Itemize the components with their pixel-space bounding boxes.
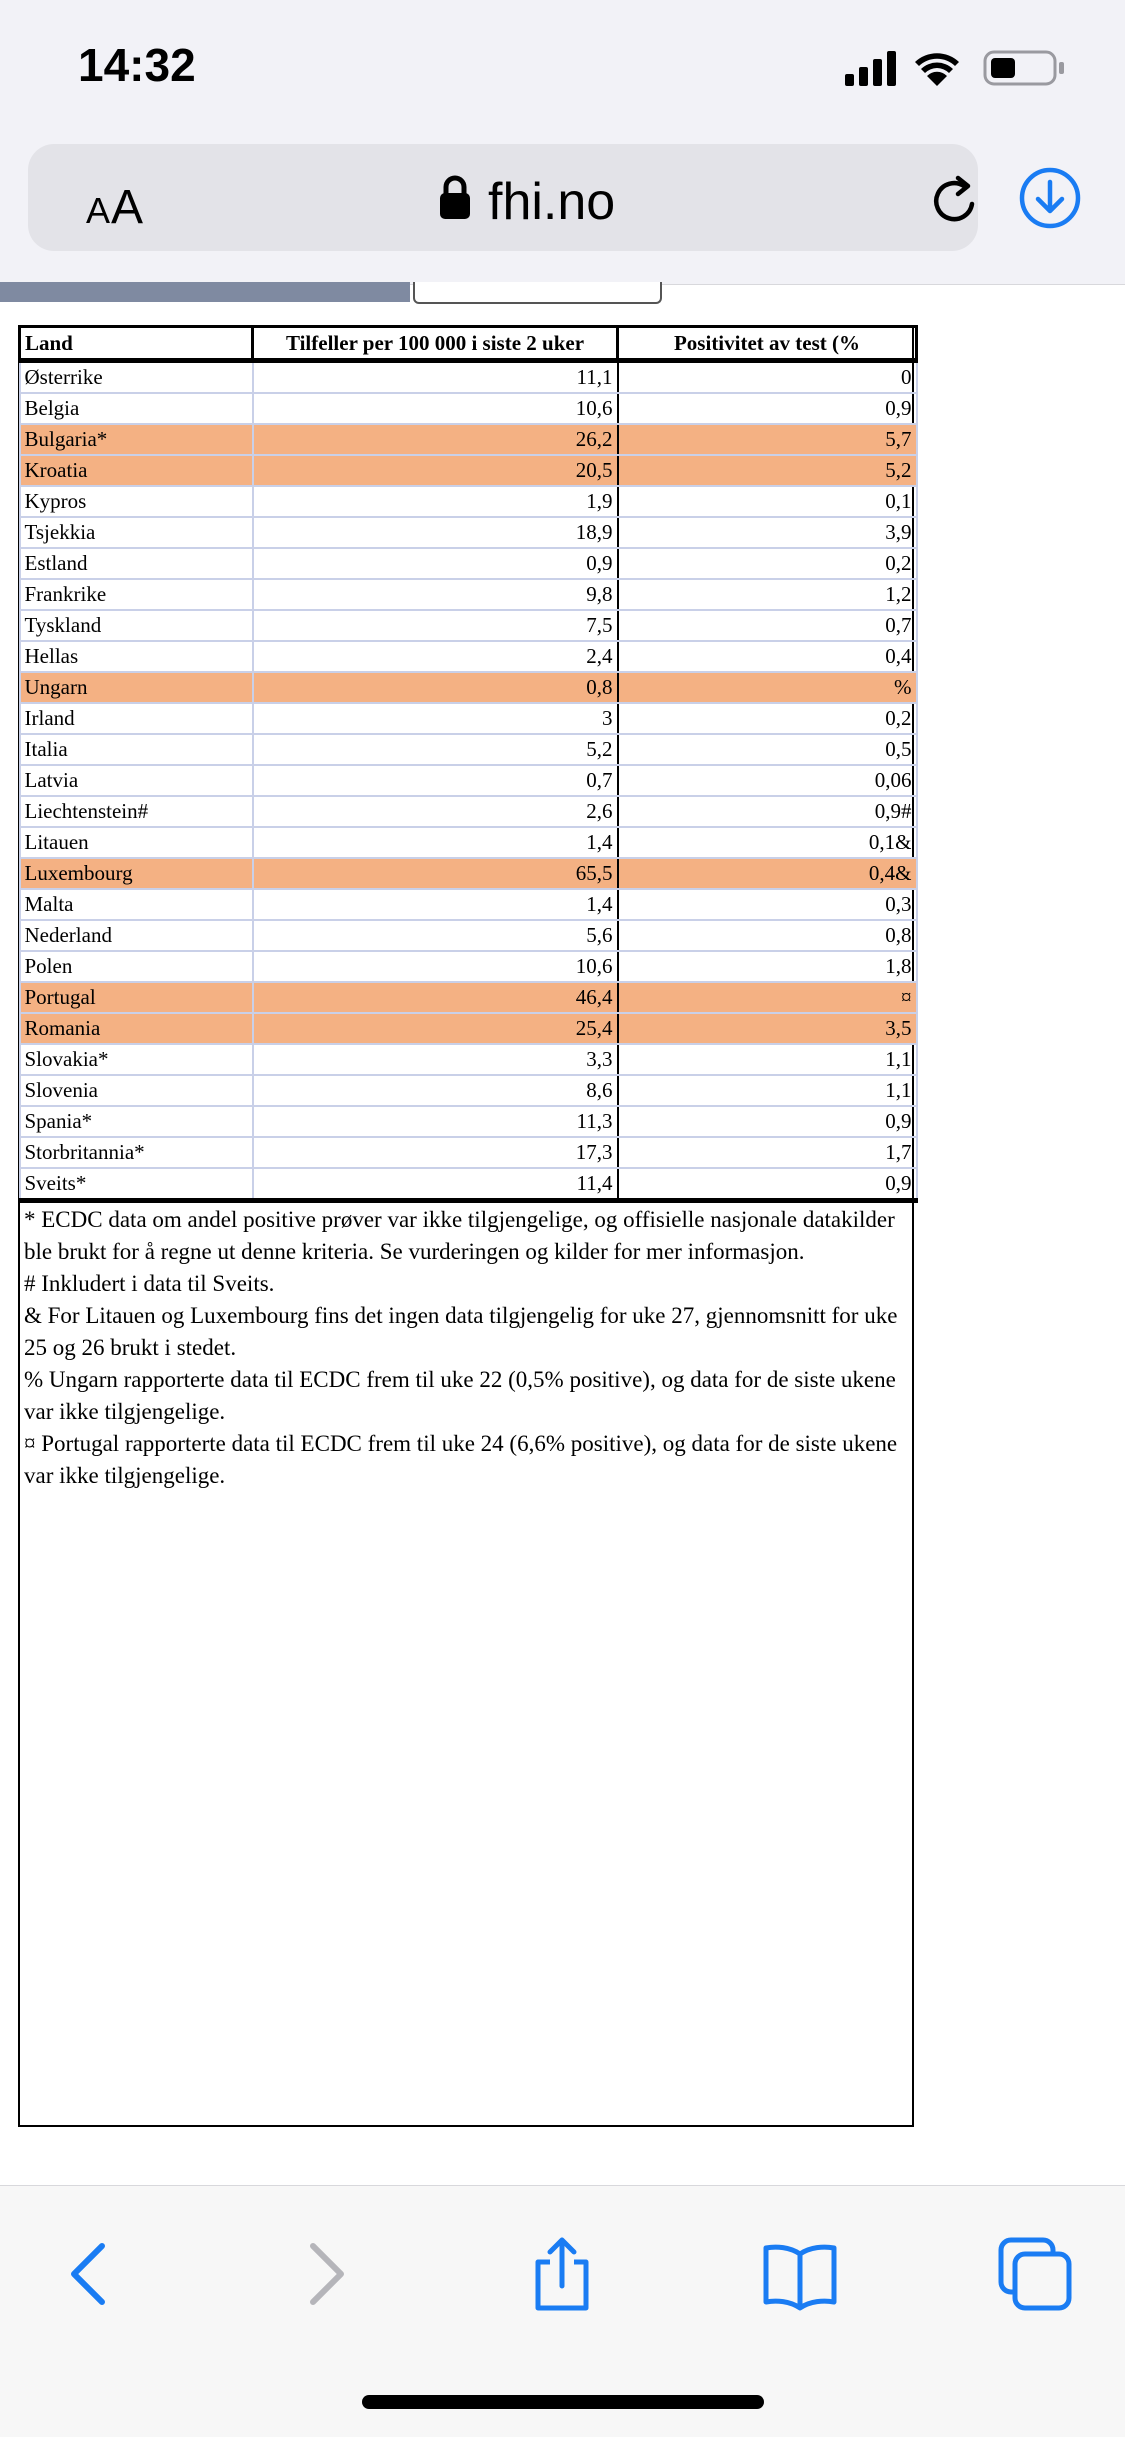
cell-positivity: 0,9 xyxy=(618,1106,917,1137)
cell-country: Tsjekkia xyxy=(20,517,253,548)
table-row xyxy=(20,610,917,641)
cell-positivity: 0,4 xyxy=(618,641,917,672)
cell-positivity: 1,1 xyxy=(618,1044,917,1075)
cell-cases: 8,6 xyxy=(253,1075,618,1106)
cell-country: Nederland xyxy=(20,920,253,951)
table-row xyxy=(20,889,917,920)
cell-cases: 20,5 xyxy=(253,455,618,486)
footnote: * ECDC data om andel positive prøver var ikke tilgjengelige, og offisielle nasjonale datakilder ble brukt for å regne ut denne kriteria. Se vurderingen og kilder for mer informasjon. xyxy=(24,1207,895,1264)
cell-country: Luxembourg xyxy=(20,858,253,889)
table-header-row xyxy=(20,327,917,361)
cell-cases: 11,1 xyxy=(253,361,618,394)
cell-country: Latvia xyxy=(20,765,253,796)
cell-positivity: ¤ xyxy=(618,982,917,1013)
cell-cases: 25,4 xyxy=(253,1013,618,1044)
cell-positivity: % xyxy=(618,672,917,703)
cell-cases: 3,3 xyxy=(253,1044,618,1075)
cell-positivity: 0,3 xyxy=(618,889,917,920)
cell-positivity: 0 xyxy=(618,361,917,394)
cell-country: Polen xyxy=(20,951,253,982)
table-row xyxy=(20,734,917,765)
address-bar[interactable] xyxy=(28,144,978,251)
table-row xyxy=(20,982,917,1013)
cell-cases: 11,4 xyxy=(253,1168,618,1201)
cell-cases: 0,7 xyxy=(253,765,618,796)
column-header-positivity: Positivitet av test (% xyxy=(618,327,917,361)
cell-cases: 0,9 xyxy=(253,548,618,579)
cell-positivity: 0,5 xyxy=(618,734,917,765)
share-icon[interactable] xyxy=(522,2234,602,2314)
table-row xyxy=(20,486,917,517)
reader-settings-button[interactable]: AA xyxy=(86,181,145,234)
cell-country: Estland xyxy=(20,548,253,579)
cell-cases: 2,4 xyxy=(253,641,618,672)
cell-cases: 46,4 xyxy=(253,982,618,1013)
cell-positivity: 0,2 xyxy=(618,703,917,734)
bookmarks-icon[interactable] xyxy=(760,2234,840,2314)
status-time: 14:32 xyxy=(78,39,196,91)
cell-positivity: 1,7 xyxy=(618,1137,917,1168)
cell-cases: 1,9 xyxy=(253,486,618,517)
cell-cases: 2,6 xyxy=(253,796,618,827)
cell-country: Ungarn xyxy=(20,672,253,703)
cell-cases: 65,5 xyxy=(253,858,618,889)
table-row xyxy=(20,858,917,889)
table-row xyxy=(20,424,917,455)
cell-country: Slovakia* xyxy=(20,1044,253,1075)
table-row xyxy=(20,827,917,858)
cell-country: Tyskland xyxy=(20,610,253,641)
cell-positivity: 0,9 xyxy=(618,393,917,424)
cell-cases: 3 xyxy=(253,703,618,734)
table-row xyxy=(20,361,917,394)
signal-icon xyxy=(845,51,896,86)
table-row xyxy=(20,1075,917,1106)
column-header-land: Land xyxy=(20,327,253,361)
cell-cases: 11,3 xyxy=(253,1106,618,1137)
table-row xyxy=(20,951,917,982)
cell-country: Kypros xyxy=(20,486,253,517)
reload-icon[interactable] xyxy=(928,174,982,228)
cell-positivity: 0,8 xyxy=(618,920,917,951)
cell-country: Sveits* xyxy=(20,1168,253,1201)
table-row xyxy=(20,1106,917,1137)
status-icons xyxy=(845,46,1085,90)
cell-country: Irland xyxy=(20,703,253,734)
cell-positivity: 0,4& xyxy=(618,858,917,889)
table-row xyxy=(20,579,917,610)
cell-country: Østerrike xyxy=(20,361,253,394)
cell-positivity: 0,1 xyxy=(618,486,917,517)
home-indicator xyxy=(362,2395,764,2409)
table-row xyxy=(20,548,917,579)
table-row xyxy=(20,920,917,951)
footnote: # Inkludert i data til Sveits. xyxy=(24,1271,275,1296)
footnote: & For Litauen og Luxembourg fins det ingen data tilgjengelig for uke 27, gjennomsnitt for uke 25 og 26 brukt i stedet. xyxy=(24,1303,898,1360)
table-row xyxy=(20,1013,917,1044)
cell-positivity: 5,2 xyxy=(618,455,917,486)
cell-country: Portugal xyxy=(20,982,253,1013)
cell-cases: 18,9 xyxy=(253,517,618,548)
lock-icon xyxy=(438,174,472,220)
cell-positivity: 0,06 xyxy=(618,765,917,796)
cell-positivity: 5,7 xyxy=(618,424,917,455)
cell-positivity: 1,1 xyxy=(618,1075,917,1106)
status-bar xyxy=(0,0,1125,140)
cell-country: Litauen xyxy=(20,827,253,858)
cell-positivity: 3,9 xyxy=(618,517,917,548)
cell-country: Frankrike xyxy=(20,579,253,610)
cell-cases: 9,8 xyxy=(253,579,618,610)
forward-icon[interactable] xyxy=(285,2234,365,2314)
table-row xyxy=(20,393,917,424)
back-icon[interactable] xyxy=(50,2234,130,2314)
table-row xyxy=(20,1044,917,1075)
cell-country: Belgia xyxy=(20,393,253,424)
cell-cases: 5,2 xyxy=(253,734,618,765)
cell-positivity: 0,9 xyxy=(618,1168,917,1201)
footnote: ¤ Portugal rapporterte data til ECDC frem til uke 24 (6,6% positive), og data for de siste ukene var ikke tilgjengelige. xyxy=(24,1431,898,1488)
cell-positivity: 3,5 xyxy=(618,1013,917,1044)
tabs-icon[interactable] xyxy=(995,2234,1075,2314)
table-row xyxy=(20,1137,917,1168)
browser-header xyxy=(0,140,1125,285)
table-row xyxy=(20,641,917,672)
table-row xyxy=(20,1168,917,1201)
column-header-cases: Tilfeller per 100 000 i siste 2 uker xyxy=(253,327,618,361)
cell-cases: 1,4 xyxy=(253,889,618,920)
cell-cases: 10,6 xyxy=(253,951,618,982)
cell-country: Storbritannia* xyxy=(20,1137,253,1168)
cell-country: Italia xyxy=(20,734,253,765)
battery-icon xyxy=(985,52,1064,84)
cell-cases: 26,2 xyxy=(253,424,618,455)
cell-cases: 7,5 xyxy=(253,610,618,641)
cell-cases: 17,3 xyxy=(253,1137,618,1168)
wifi-icon xyxy=(915,53,959,86)
cell-country: Kroatia xyxy=(20,455,253,486)
cell-cases: 1,4 xyxy=(253,827,618,858)
table-row xyxy=(20,796,917,827)
cell-country: Spania* xyxy=(20,1106,253,1137)
url-text[interactable]: fhi.no xyxy=(488,173,616,231)
table-row xyxy=(20,455,917,486)
table-row xyxy=(20,765,917,796)
page-header-tab xyxy=(413,282,662,304)
table-row xyxy=(20,517,917,548)
cell-country: Slovenia xyxy=(20,1075,253,1106)
download-icon[interactable] xyxy=(1018,166,1082,230)
cell-positivity: 1,8 xyxy=(618,951,917,982)
cell-country: Bulgaria* xyxy=(20,424,253,455)
cell-positivity: 0,7 xyxy=(618,610,917,641)
cell-country: Liechtenstein# xyxy=(20,796,253,827)
cell-positivity: 0,9# xyxy=(618,796,917,827)
cell-country: Malta xyxy=(20,889,253,920)
footnote: % Ungarn rapporterte data til ECDC frem til uke 22 (0,5% positive), og data for de siste ukene var ikke tilgjengelige. xyxy=(24,1367,896,1424)
cell-cases: 0,8 xyxy=(253,672,618,703)
cell-country: Romania xyxy=(20,1013,253,1044)
country-data-table xyxy=(18,325,918,1203)
page-header-strip xyxy=(0,282,410,302)
cell-positivity: 0,2 xyxy=(618,548,917,579)
footnotes xyxy=(24,1204,904,1492)
table-row xyxy=(20,703,917,734)
cell-positivity: 0,1& xyxy=(618,827,917,858)
cell-cases: 5,6 xyxy=(253,920,618,951)
cell-country: Hellas xyxy=(20,641,253,672)
table-row xyxy=(20,672,917,703)
cell-cases: 10,6 xyxy=(253,393,618,424)
cell-positivity: 1,2 xyxy=(618,579,917,610)
